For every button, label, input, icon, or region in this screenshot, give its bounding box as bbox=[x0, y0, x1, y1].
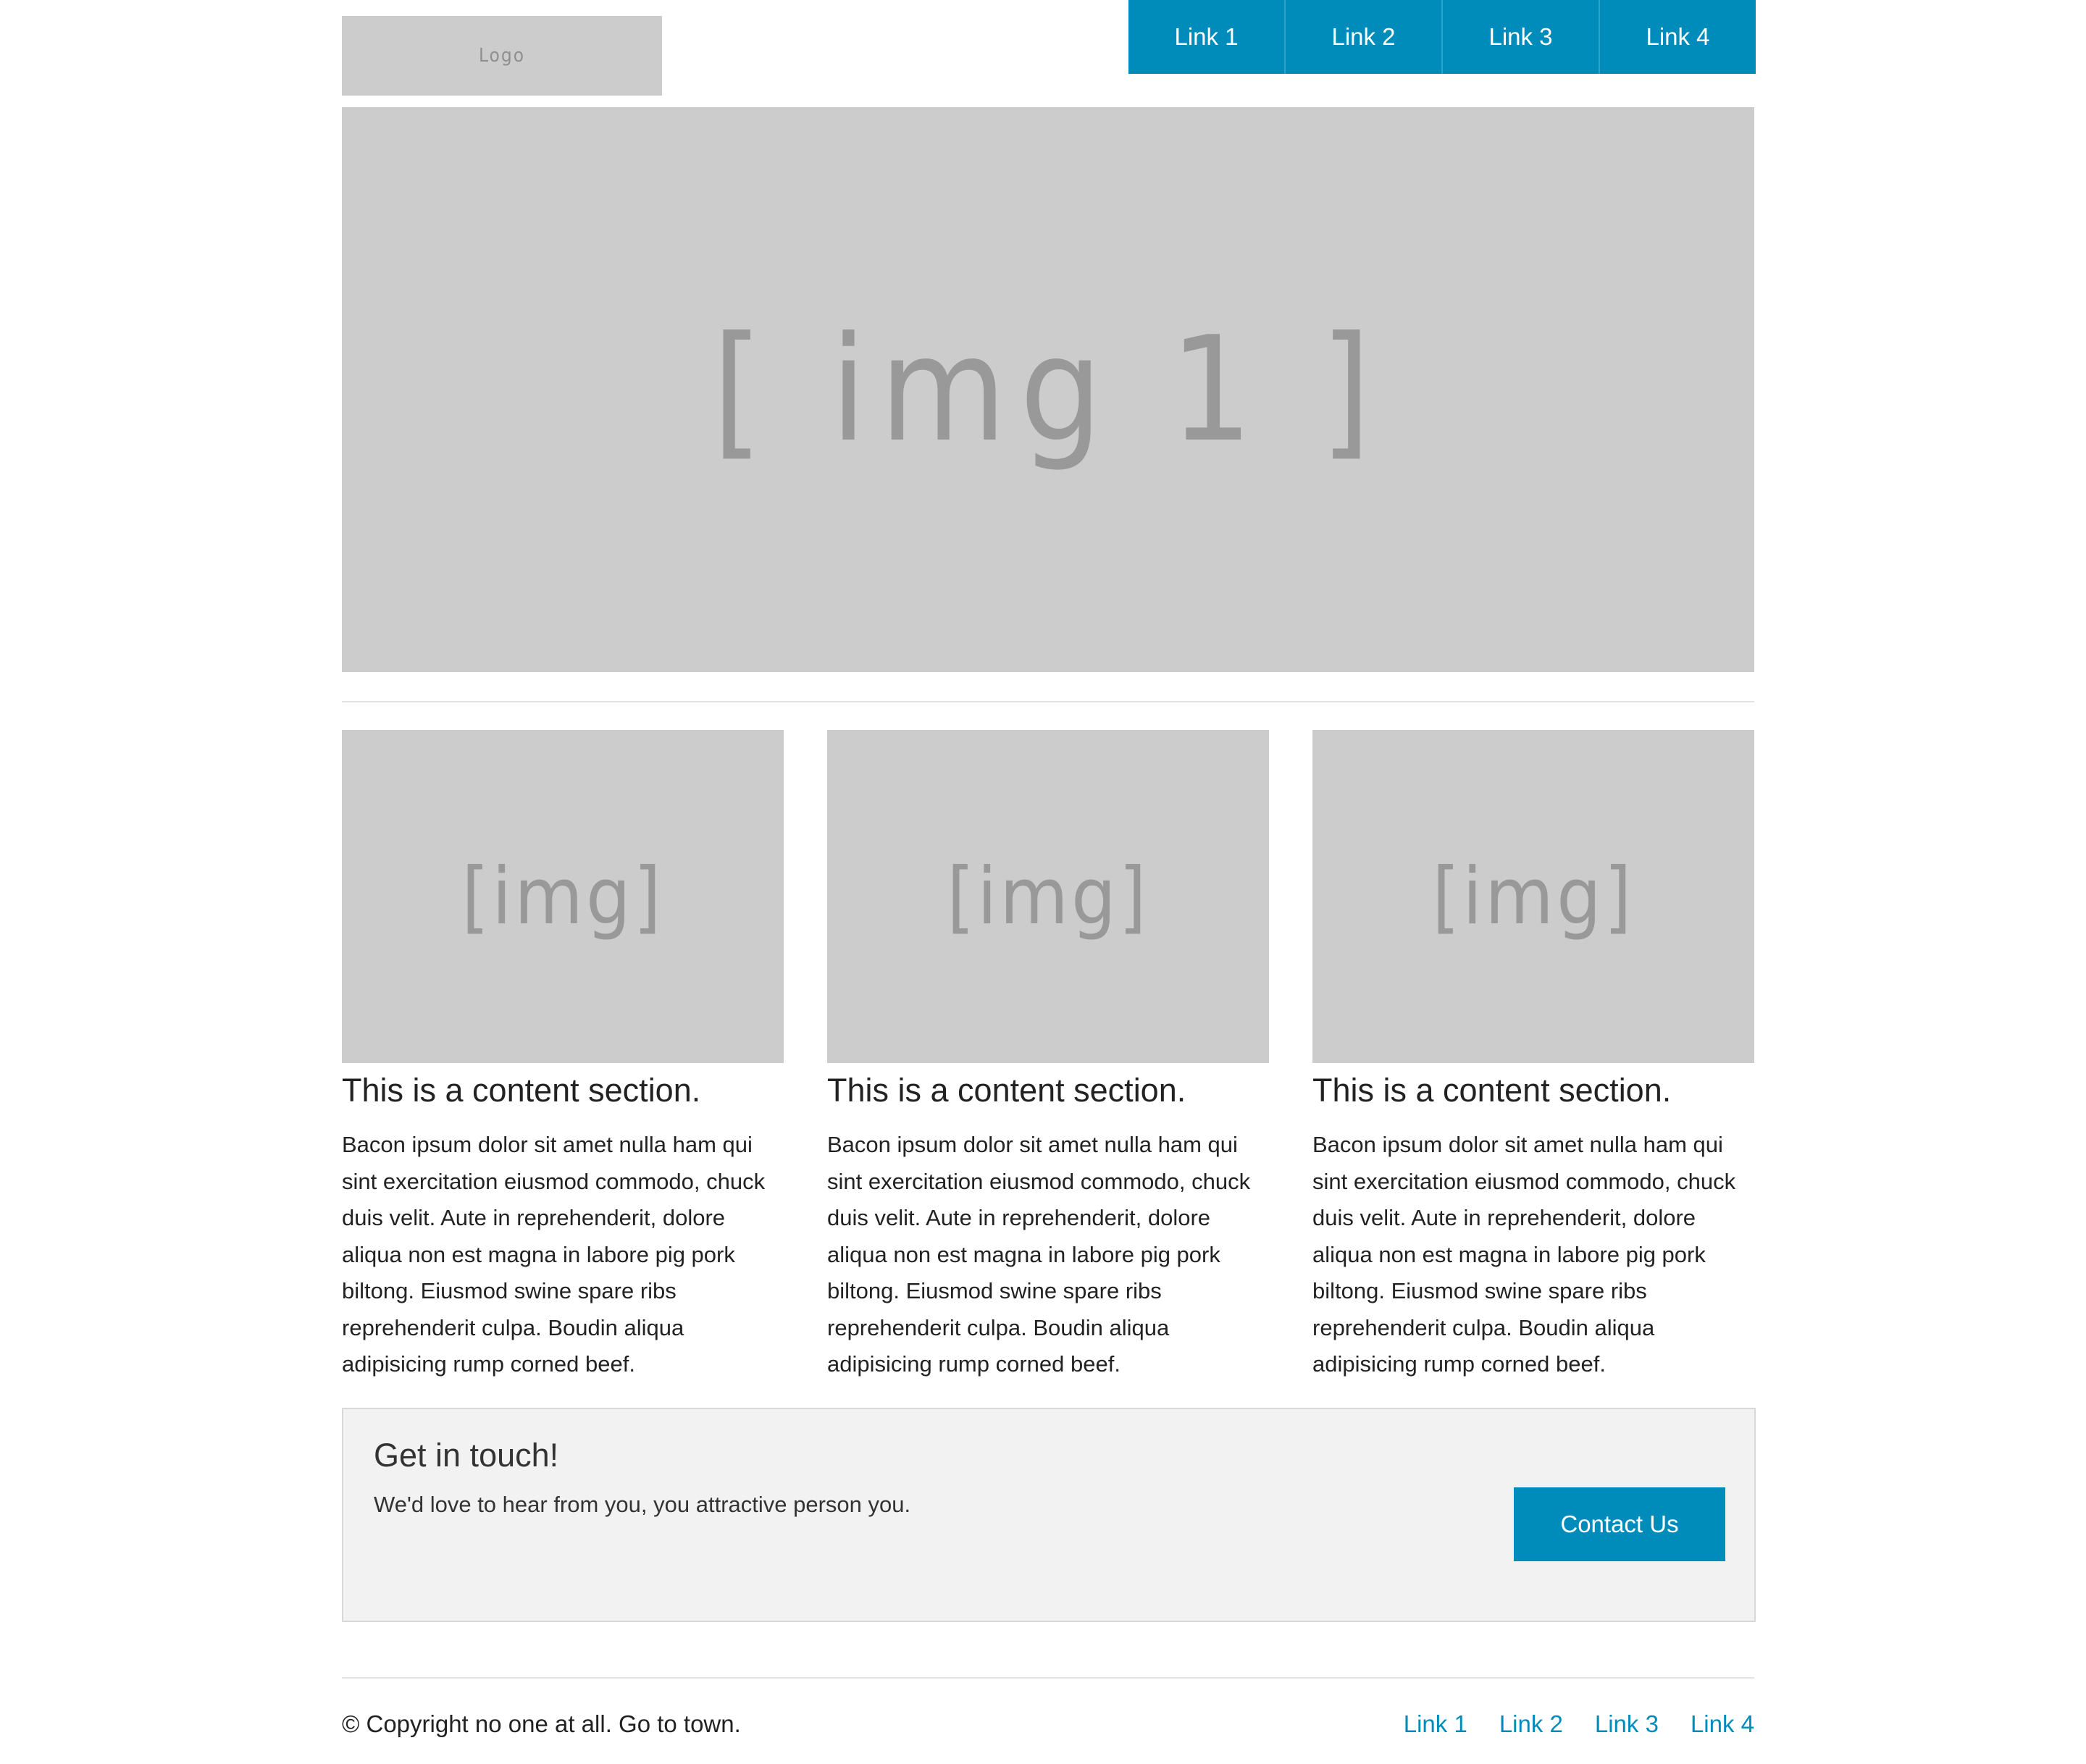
nav-link-1[interactable]: Link 1 bbox=[1128, 0, 1286, 74]
hero-image-label: [ img 1 ] bbox=[712, 305, 1384, 474]
footer-links bbox=[1404, 1710, 1754, 1738]
content-section-3 bbox=[1312, 730, 1754, 1383]
section-image-placeholder bbox=[1312, 730, 1754, 1063]
nav-link-3[interactable]: Link 3 bbox=[1443, 0, 1600, 74]
get-in-touch-text: We'd love to hear from you, you attractive person you. bbox=[374, 1492, 911, 1517]
nav-link-4[interactable]: Link 4 bbox=[1600, 0, 1756, 74]
section-title: This is a content section. bbox=[1312, 1072, 1672, 1109]
footer-link-2[interactable]: Link 2 bbox=[1499, 1710, 1563, 1737]
section-body: Bacon ipsum dolor sit amet nulla ham qui sint exercitation eiusmod commodo, chuck duis velit. Aute in reprehenderit, dolore aliqua non est magna in labore pig pork biltong. Eiusmod swine spare ribs reprehenderit culpa. Boudin aliqua adipisicing rump corned beef. bbox=[827, 1132, 1251, 1377]
section-image-label: [img] bbox=[1432, 851, 1635, 942]
top-nav bbox=[1128, 0, 1756, 74]
nav-link-2[interactable]: Link 2 bbox=[1286, 0, 1443, 74]
get-in-touch-title: Get in touch! bbox=[374, 1437, 559, 1474]
logo[interactable] bbox=[342, 16, 662, 96]
footer-link-3[interactable]: Link 3 bbox=[1594, 1710, 1659, 1737]
section-body: Bacon ipsum dolor sit amet nulla ham qui sint exercitation eiusmod commodo, chuck duis velit. Aute in reprehenderit, dolore aliqua non est magna in labore pig pork biltong. Eiusmod swine spare ribs reprehenderit culpa. Boudin aliqua adipisicing rump corned beef. bbox=[1312, 1132, 1736, 1377]
section-title: This is a content section. bbox=[827, 1072, 1186, 1109]
hero-image-placeholder bbox=[342, 107, 1754, 672]
section-image-placeholder bbox=[827, 730, 1269, 1063]
content-section-2 bbox=[827, 730, 1269, 1383]
logo-label: Logo bbox=[478, 45, 526, 67]
section-body: Bacon ipsum dolor sit amet nulla ham qui sint exercitation eiusmod commodo, chuck duis velit. Aute in reprehenderit, dolore aliqua non est magna in labore pig pork biltong. Eiusmod swine spare ribs reprehenderit culpa. Boudin aliqua adipisicing rump corned beef. bbox=[342, 1132, 766, 1377]
footer-link-4[interactable]: Link 4 bbox=[1690, 1710, 1754, 1737]
footer-divider bbox=[342, 1677, 1754, 1679]
contact-us-button[interactable]: Contact Us bbox=[1514, 1487, 1725, 1561]
divider bbox=[342, 701, 1754, 702]
section-title: This is a content section. bbox=[342, 1072, 701, 1109]
section-image-placeholder bbox=[342, 730, 784, 1063]
get-in-touch-panel bbox=[342, 1408, 1756, 1622]
content-section-1 bbox=[342, 730, 784, 1383]
footer-link-1[interactable]: Link 1 bbox=[1403, 1710, 1467, 1737]
section-image-label: [img] bbox=[461, 851, 664, 942]
section-image-label: [img] bbox=[947, 851, 1149, 942]
copyright-text: © Copyright no one at all. Go to town. bbox=[342, 1710, 741, 1737]
